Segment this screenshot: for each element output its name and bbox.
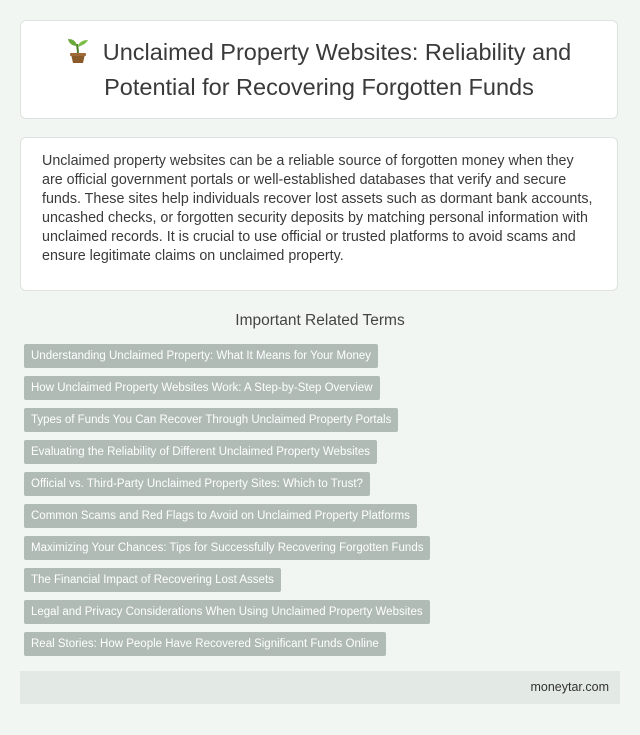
- related-term-tag[interactable]: How Unclaimed Property Websites Work: A Step-by-Step Overview: [24, 376, 380, 400]
- title-card: [20, 20, 618, 119]
- list-item: [24, 408, 430, 440]
- list-item: [24, 472, 430, 504]
- summary-card: [20, 137, 618, 291]
- related-term-tag[interactable]: Understanding Unclaimed Property: What It Means for Your Money: [24, 344, 378, 368]
- list-item: [24, 568, 430, 600]
- list-item: [24, 376, 430, 408]
- related-term-tag[interactable]: The Financial Impact of Recovering Lost Assets: [24, 568, 281, 592]
- related-term-tag[interactable]: Official vs. Third-Party Unclaimed Property Sites: Which to Trust?: [24, 472, 370, 496]
- list-item: [24, 600, 430, 632]
- page-title: [49, 37, 589, 103]
- page-title-text: Unclaimed Property Websites: Reliability and Potential for Recovering Forgotten Funds: [102, 38, 572, 100]
- list-item: [24, 536, 430, 568]
- list-item: [24, 440, 430, 472]
- related-term-tag[interactable]: Real Stories: How People Have Recovered Significant Funds Online: [24, 632, 386, 656]
- summary-text: Unclaimed property websites can be a reliable source of forgotten money when they are official government portals or well-established databases that verify and secure funds. These sites help individuals recover lost assets such as dormant bank accounts, uncashed checks, or forgotten security deposits by matching personal information with unclaimed records. It is crucial to use official or trusted platforms to avoid scams and ensure legitimate claims on unclaimed property.: [42, 153, 593, 264]
- related-terms-heading: Important Related Terms: [235, 312, 405, 329]
- related-term-tag[interactable]: Evaluating the Reliability of Different Unclaimed Property Websites: [24, 440, 377, 464]
- related-terms-list: [24, 344, 430, 664]
- footer-site-link[interactable]: moneytar.com: [530, 680, 609, 694]
- list-item: [24, 632, 430, 664]
- related-term-tag[interactable]: Maximizing Your Chances: Tips for Successfully Recovering Forgotten Funds: [24, 536, 430, 560]
- related-term-tag[interactable]: Common Scams and Red Flags to Avoid on Unclaimed Property Platforms: [24, 504, 417, 528]
- footer-bar: [20, 671, 620, 704]
- list-item: [24, 344, 430, 376]
- related-term-tag[interactable]: Legal and Privacy Considerations When Using Unclaimed Property Websites: [24, 600, 430, 624]
- sprout-icon: [67, 38, 89, 72]
- list-item: [24, 504, 430, 536]
- related-term-tag[interactable]: Types of Funds You Can Recover Through Unclaimed Property Portals: [24, 408, 398, 432]
